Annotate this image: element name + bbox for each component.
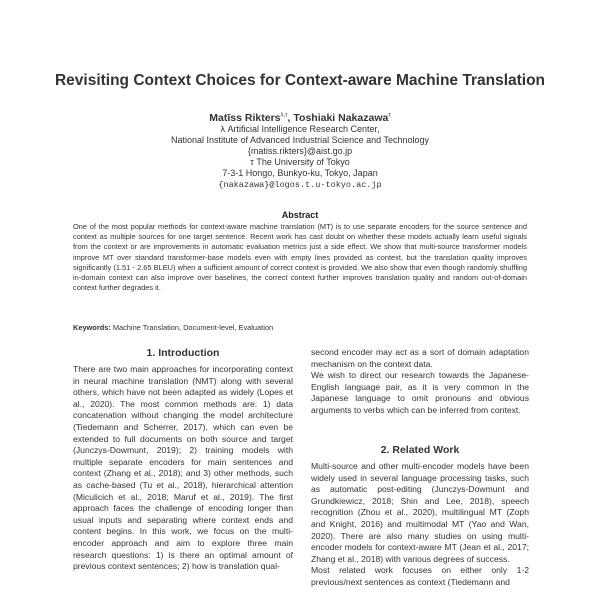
affiliation-line-2: National Institute of Advanced Industrial Science and Technology [170,135,429,145]
abstract-heading: Abstract [281,210,319,220]
keywords [73,323,273,332]
section-1-heading: 1. Introduction [146,347,220,359]
affiliation-line-3: τ The University of Tokyo [250,157,350,167]
section-2-heading: 2. Related Work [380,444,460,456]
intro-continuation: second encoder may act as a sort of domain adaptation mechanism on the context data. [311,347,529,369]
related-work-paragraph-2: Most related work focuses on either only 1-2 previous/next sentences as context (Tiedemann and [311,565,529,587]
affiliation-email-1: {matiss.rikters}@aist.go.jp [247,146,353,156]
right-column-bottom [311,461,529,600]
paper-title: Revisiting Context Choices for Context-aware Machine Translation [54,72,546,89]
author-2-marks: τ [388,112,391,119]
author-line [0,112,600,124]
left-column [73,364,293,600]
affiliation-email-2: {nakazawa}@logos.t.u-tokyo.ac.jp [218,180,382,190]
affiliation-line-4: 7-3-1 Hongo, Bunkyo-ku, Tokyo, Japan [222,168,378,178]
keywords-list: Machine Translation, Document-level, Evaluation [110,323,274,332]
abstract-text: One of the most popular methods for context-aware machine translation (MT) is to use separate encoders for the source sentence and context as multiple sources for one target sentence. Recent work has cast doubt on whether these models actually learn useful signals from the context or are improvements in automatic evaluation metrics just a side effect. We show that multi-source transformer models improve MT over standard transformer-base models even with empty lines provided as context, but the translation quality improves significantly (1.51 - 2.65 BLEU) when a sufficient amount of correct context is provided. We also show that even though randomly shuffling in-domain context can also improve over baselines, the correct context further improves translation quality and random out-of-domain context further degrades it. [73,222,527,293]
intro-paragraph-2: We wish to direct our research towards the Japanese-English language pair, as it is very common in the Japanese language to omit pronouns and obvious arguments to verbs which can be inferred from context. [311,370,529,415]
affiliation-line-1: λ Artificial Intelligence Research Center, [220,124,380,134]
keywords-label: Keywords: [73,323,111,332]
author-1-marks: λ,τ [280,112,288,119]
author-separator: , [287,112,294,124]
related-work-paragraph-1: Multi-source and other multi-encoder models have been widely used in several language processing tasks, such as automatic post-editing (Junczys-Dowmunt and Grundkiewicz, 2018; Shin and Lee, 2018), speech recognition (Zhou et al., 2020), multilingual MT (Zoph and Knight, 2016) and multimodal MT (Yao and Wan, 2020). There are also many studies on using multi-encoder models for context-aware MT (Jean et al., 2017; Zhang et al., 2018) with various degrees of success. [311,461,529,564]
intro-paragraph: There are two main approaches for incorporating context in neural machine translation (NMT) along with several others, which have not been adapted as widely (Lopes et al., 2020). The most common methods are: 1) data concatenation without changing the model architecture (Tiedemann and Scherrer, 2017), which can even be extended to full documents on both source and target (Junczys-Dowmunt, 2019); 2) training models with multiple separate encoders for main sentences and context (Zhang et al., 2018); and 3) other methods, such as cache-based (Tu et al., 2018), hierarchical attention (Miculicich et al., 2018; Maruf et al., 2019). The first approach faces the challenge of encoding longer than usual inputs and separating where context ends and content begins. In this work, we focus on the multi-encoder approach and aim to explore three main research questions: 1) is there an optimal amount of previous context sentences; 2) how is translation qual- [73,364,293,572]
author-1: Matīss Rikters [209,112,281,124]
author-2: Toshiaki Nakazawa [293,112,389,124]
right-column-top [311,347,529,417]
